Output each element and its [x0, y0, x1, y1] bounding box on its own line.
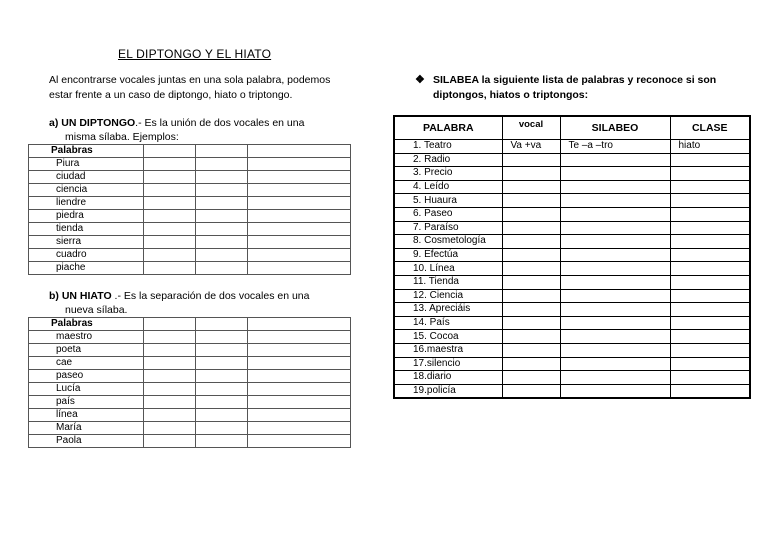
- table-row: [29, 357, 351, 370]
- table-row: [29, 331, 351, 344]
- answer-cell[interactable]: [670, 357, 750, 371]
- palabras-header: Palabras: [29, 145, 144, 158]
- table-row: [29, 435, 351, 448]
- word-cell: paseo: [29, 370, 144, 383]
- word-cell: 4. Leído: [394, 180, 502, 194]
- empty-cell: [144, 171, 196, 184]
- word-cell: tienda: [29, 223, 144, 236]
- empty-cell: [196, 197, 248, 210]
- empty-cell: [144, 383, 196, 396]
- table-row: [394, 194, 750, 208]
- answer-cell[interactable]: [502, 371, 560, 385]
- empty-cell: [248, 435, 351, 448]
- word-cell: ciencia: [29, 184, 144, 197]
- answer-cell[interactable]: [560, 316, 670, 330]
- empty-cell: [196, 262, 248, 275]
- empty-cell: [144, 184, 196, 197]
- empty-cell: [196, 236, 248, 249]
- table-row: [394, 343, 750, 357]
- example-clase: hiato: [670, 140, 750, 154]
- section-b-definition-cont: nueva sílaba.: [65, 304, 128, 316]
- word-cell: piache: [29, 262, 144, 275]
- answer-cell[interactable]: [560, 194, 670, 208]
- table-row: [29, 396, 351, 409]
- word-cell: 11. Tienda: [394, 275, 502, 289]
- table-row: [394, 357, 750, 371]
- answer-cell[interactable]: [560, 235, 670, 249]
- table-row: [394, 330, 750, 344]
- example-word: 1. Teatro: [394, 140, 502, 154]
- header-silabeo: SILABEO: [560, 116, 670, 140]
- word-cell: piedra: [29, 210, 144, 223]
- empty-cell: [144, 262, 196, 275]
- syllable-table: [393, 115, 751, 399]
- table-row: [394, 221, 750, 235]
- answer-cell[interactable]: [560, 343, 670, 357]
- table-row: [394, 140, 750, 154]
- empty-cell: [248, 383, 351, 396]
- empty-cell: [144, 158, 196, 171]
- answer-cell[interactable]: [670, 275, 750, 289]
- instruction-text: SILABEA la siguiente lista de palabras y reconoce si son diptongos, hiatos o triptongos:: [433, 74, 717, 101]
- answer-cell[interactable]: [502, 180, 560, 194]
- table-row: [29, 383, 351, 396]
- empty-cell: [144, 409, 196, 422]
- answer-cell[interactable]: [670, 194, 750, 208]
- word-cell: cuadro: [29, 249, 144, 262]
- empty-cell: [248, 331, 351, 344]
- header-vocal: vocal: [502, 116, 560, 140]
- hiato-table: [28, 317, 351, 448]
- empty-cell: [196, 318, 248, 331]
- table-row: [394, 153, 750, 167]
- empty-cell: [248, 197, 351, 210]
- answer-cell[interactable]: [670, 153, 750, 167]
- answer-cell[interactable]: [670, 343, 750, 357]
- empty-cell: [248, 171, 351, 184]
- table-row: [394, 167, 750, 181]
- example-silabeo: Te –a –tro: [560, 140, 670, 154]
- empty-cell: [196, 223, 248, 236]
- empty-cell: [196, 357, 248, 370]
- empty-cell: [196, 171, 248, 184]
- table-row: [29, 236, 351, 249]
- empty-cell: [248, 370, 351, 383]
- palabras-header: Palabras: [29, 318, 144, 331]
- word-cell: sierra: [29, 236, 144, 249]
- empty-cell: [144, 249, 196, 262]
- empty-cell: [196, 370, 248, 383]
- empty-cell: [144, 236, 196, 249]
- empty-cell: [248, 409, 351, 422]
- empty-cell: [248, 184, 351, 197]
- diamond-bullet-icon: ❖: [415, 74, 425, 86]
- word-cell: cae: [29, 357, 144, 370]
- word-cell: 13. Apreciáis: [394, 303, 502, 317]
- answer-cell[interactable]: [670, 371, 750, 385]
- word-cell: 10. Línea: [394, 262, 502, 276]
- answer-cell[interactable]: [560, 221, 670, 235]
- answer-cell[interactable]: [560, 180, 670, 194]
- word-cell: 17.silencio: [394, 357, 502, 371]
- empty-cell: [144, 318, 196, 331]
- word-cell: Paola: [29, 435, 144, 448]
- empty-cell: [196, 435, 248, 448]
- word-cell: 18.diario: [394, 371, 502, 385]
- empty-cell: [248, 249, 351, 262]
- empty-cell: [144, 422, 196, 435]
- word-cell: 6. Paseo: [394, 207, 502, 221]
- empty-cell: [196, 210, 248, 223]
- answer-cell[interactable]: [560, 371, 670, 385]
- answer-cell[interactable]: [502, 357, 560, 371]
- answer-cell[interactable]: [670, 289, 750, 303]
- word-cell: línea: [29, 409, 144, 422]
- answer-cell[interactable]: [670, 180, 750, 194]
- section-b-heading: [49, 289, 347, 317]
- section-a-definition-cont: misma sílaba. Ejemplos:: [65, 131, 179, 143]
- word-cell: María: [29, 422, 144, 435]
- table-row: [394, 371, 750, 385]
- answer-cell[interactable]: [502, 330, 560, 344]
- answer-cell[interactable]: [502, 275, 560, 289]
- table-row: [29, 370, 351, 383]
- empty-cell: [196, 249, 248, 262]
- answer-cell[interactable]: [502, 248, 560, 262]
- table-row: [394, 316, 750, 330]
- word-cell: 2. Radio: [394, 153, 502, 167]
- table-row: [29, 197, 351, 210]
- syllable-table-header-row: [394, 116, 750, 140]
- word-cell: 9. Efectúa: [394, 248, 502, 262]
- answer-cell[interactable]: [560, 384, 670, 398]
- answer-cell[interactable]: [670, 167, 750, 181]
- empty-cell: [196, 331, 248, 344]
- empty-cell: [144, 223, 196, 236]
- table-row: [394, 235, 750, 249]
- table-row: [394, 248, 750, 262]
- answer-cell[interactable]: [560, 289, 670, 303]
- empty-cell: [248, 344, 351, 357]
- section-b-definition: .- Es la separación de dos vocales en una: [111, 290, 310, 302]
- empty-cell: [196, 422, 248, 435]
- table-row: [394, 207, 750, 221]
- answer-cell[interactable]: [670, 207, 750, 221]
- empty-cell: [196, 344, 248, 357]
- answer-cell[interactable]: [502, 384, 560, 398]
- word-cell: Piura: [29, 158, 144, 171]
- word-cell: 19.policía: [394, 384, 502, 398]
- empty-cell: [144, 145, 196, 158]
- word-cell: poeta: [29, 344, 144, 357]
- answer-cell[interactable]: [502, 194, 560, 208]
- empty-cell: [144, 370, 196, 383]
- word-cell: 12. Ciencia: [394, 289, 502, 303]
- empty-cell: [144, 396, 196, 409]
- word-cell: 7. Paraíso: [394, 221, 502, 235]
- table-row: [29, 171, 351, 184]
- header-clase: CLASE: [670, 116, 750, 140]
- table-row: [29, 158, 351, 171]
- empty-cell: [248, 236, 351, 249]
- answer-cell[interactable]: [502, 207, 560, 221]
- empty-cell: [248, 357, 351, 370]
- table-row: [29, 249, 351, 262]
- diptongo-table: [28, 144, 351, 275]
- table-header-row: [29, 318, 351, 331]
- answer-cell[interactable]: [502, 303, 560, 317]
- answer-cell[interactable]: [670, 330, 750, 344]
- header-palabra: PALABRA: [394, 116, 502, 140]
- word-cell: país: [29, 396, 144, 409]
- table-row: [394, 289, 750, 303]
- table-row: [29, 184, 351, 197]
- empty-cell: [248, 145, 351, 158]
- table-row: [29, 409, 351, 422]
- table-row: [394, 275, 750, 289]
- empty-cell: [196, 184, 248, 197]
- table-row: [394, 262, 750, 276]
- table-row: [29, 262, 351, 275]
- table-row: [394, 303, 750, 317]
- table-row: [29, 210, 351, 223]
- table-header-row: [29, 145, 351, 158]
- empty-cell: [196, 158, 248, 171]
- answer-cell[interactable]: [560, 207, 670, 221]
- empty-cell: [248, 422, 351, 435]
- empty-cell: [196, 383, 248, 396]
- answer-cell[interactable]: [560, 330, 670, 344]
- table-row: [394, 180, 750, 194]
- answer-cell[interactable]: [560, 262, 670, 276]
- empty-cell: [248, 396, 351, 409]
- empty-cell: [248, 223, 351, 236]
- answer-cell[interactable]: [670, 303, 750, 317]
- answer-cell[interactable]: [502, 235, 560, 249]
- table-row: [29, 422, 351, 435]
- section-b-label: b) UN HIATO: [49, 290, 112, 302]
- word-cell: 5. Huaura: [394, 194, 502, 208]
- answer-cell[interactable]: [560, 167, 670, 181]
- empty-cell: [144, 357, 196, 370]
- answer-cell[interactable]: [670, 248, 750, 262]
- empty-cell: [144, 331, 196, 344]
- intro-paragraph: Al encontrarse vocales juntas en una sola palabra, podemos estar frente a un caso de diptongo, hiato o triptongo.: [49, 74, 331, 101]
- word-cell: 15. Cocoa: [394, 330, 502, 344]
- table-row: [29, 223, 351, 236]
- answer-cell[interactable]: [560, 357, 670, 371]
- word-cell: 8. Cosmetología: [394, 235, 502, 249]
- answer-cell[interactable]: [502, 316, 560, 330]
- section-a-heading: [49, 116, 347, 144]
- answer-cell[interactable]: [670, 262, 750, 276]
- answer-cell[interactable]: [502, 221, 560, 235]
- word-cell: 14. País: [394, 316, 502, 330]
- answer-cell[interactable]: [560, 303, 670, 317]
- empty-cell: [196, 409, 248, 422]
- answer-cell[interactable]: [560, 275, 670, 289]
- answer-cell[interactable]: [502, 289, 560, 303]
- empty-cell: [144, 197, 196, 210]
- section-a-definition: .- Es la unión de dos vocales en una: [135, 117, 305, 129]
- answer-cell[interactable]: [560, 248, 670, 262]
- answer-cell[interactable]: [560, 153, 670, 167]
- answer-cell[interactable]: [502, 167, 560, 181]
- word-cell: liendre: [29, 197, 144, 210]
- section-a-label: a) UN DIPTONGO: [49, 117, 136, 129]
- answer-cell[interactable]: [670, 316, 750, 330]
- empty-cell: [144, 435, 196, 448]
- answer-cell[interactable]: [502, 262, 560, 276]
- table-row: [394, 384, 750, 398]
- empty-cell: [196, 145, 248, 158]
- empty-cell: [248, 262, 351, 275]
- answer-cell[interactable]: [502, 343, 560, 357]
- table-row: [29, 344, 351, 357]
- answer-cell[interactable]: [670, 235, 750, 249]
- answer-cell[interactable]: [502, 153, 560, 167]
- empty-cell: [248, 210, 351, 223]
- page-title: EL DIPTONGO Y EL HIATO: [118, 47, 272, 61]
- empty-cell: [144, 210, 196, 223]
- empty-cell: [144, 344, 196, 357]
- word-cell: 3. Precio: [394, 167, 502, 181]
- example-vocal: Va +va: [502, 140, 560, 154]
- empty-cell: [248, 158, 351, 171]
- empty-cell: [248, 318, 351, 331]
- word-cell: Lucía: [29, 383, 144, 396]
- answer-cell[interactable]: [670, 221, 750, 235]
- instruction: [415, 73, 735, 103]
- word-cell: maestro: [29, 331, 144, 344]
- word-cell: 16.maestra: [394, 343, 502, 357]
- empty-cell: [196, 396, 248, 409]
- answer-cell[interactable]: [670, 384, 750, 398]
- word-cell: ciudad: [29, 171, 144, 184]
